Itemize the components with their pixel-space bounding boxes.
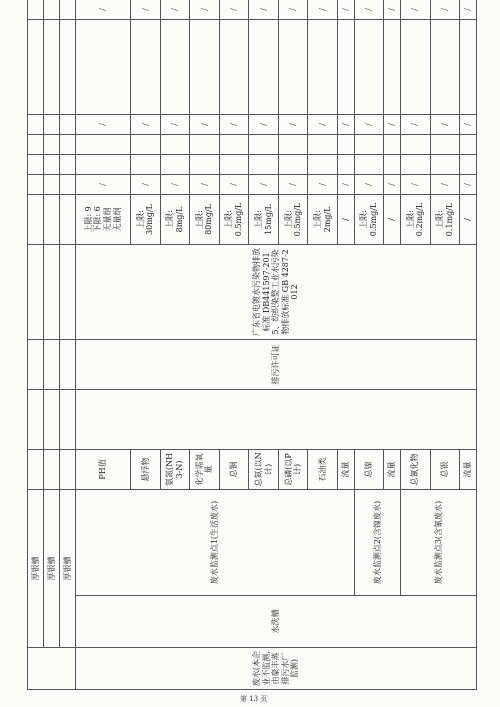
- dash-cell: /: [308, 174, 338, 194]
- dash-cell: /: [401, 0, 431, 19]
- dash-cell: /: [401, 114, 431, 134]
- dash-cell: /: [76, 0, 131, 19]
- dash-cell: /: [337, 114, 354, 134]
- dash-cell: /: [430, 174, 460, 194]
- limit-cell: 上限: 0.2mg/L: [401, 194, 431, 244]
- dash-cell: /: [249, 114, 279, 134]
- table-row: [76, 0, 131, 690]
- pollutant-name: 总铜: [219, 449, 249, 489]
- pollutant-name: 悬浮物: [131, 449, 161, 489]
- dash-cell: /: [278, 0, 308, 19]
- pollutant-name: 流量: [384, 449, 401, 489]
- limit-cell: /: [460, 194, 477, 244]
- monitor-point-cell: 废水监测点2(含镍废水): [354, 489, 400, 595]
- process-cell: 厚银槽: [28, 489, 44, 647]
- dash-cell: /: [460, 0, 477, 19]
- dash-cell: /: [131, 174, 161, 194]
- table-row: [44, 0, 60, 690]
- dash-cell: /: [354, 114, 384, 134]
- table-row: [28, 0, 44, 690]
- dash-cell: /: [354, 174, 384, 194]
- permit-cell: 排污许可证: [76, 339, 477, 389]
- process-cell: 厚银槽: [60, 489, 76, 647]
- dash-cell: /: [430, 114, 460, 134]
- standard-cell: 广东省电镀水污染物排放标准 DB441597-2015、纺织染整工业水污染物排放标准 GB 4287-2012: [76, 244, 477, 339]
- pollutant-name: 氨氮(NH3-N): [160, 449, 190, 489]
- pollutant-name: PH值: [76, 449, 131, 489]
- dash-cell: /: [160, 0, 190, 19]
- pollutant-name: 流量: [337, 449, 354, 489]
- dash-cell: /: [249, 0, 279, 19]
- outfall-cell: 废水(本企业不监测,由豪丰蒸排污水厂监测): [76, 648, 477, 690]
- dash-cell: /: [401, 174, 431, 194]
- table-row: [60, 0, 76, 690]
- limit-cell: 上限: 9 下限: 6 无量纲 无量纲: [76, 194, 131, 244]
- pollutant-name: 石油类: [308, 449, 338, 489]
- limit-cell: 上限: 15mg/L: [249, 194, 279, 244]
- process-cell: 水洗槽: [76, 596, 477, 648]
- pollutant-name: 总磷(以P计): [278, 449, 308, 489]
- dash-cell: /: [131, 0, 161, 19]
- dash-cell: /: [430, 0, 460, 19]
- monitor-point-cell: 废水监测点1(生活废水): [76, 489, 355, 595]
- limit-cell: 上限: 30mg/L: [131, 194, 161, 244]
- dash-cell: /: [460, 114, 477, 134]
- dash-cell: /: [337, 174, 354, 194]
- pollutant-table: [27, 0, 477, 690]
- dash-cell: /: [190, 114, 220, 134]
- dash-cell: /: [384, 114, 401, 134]
- limit-cell: 上限: 0.5mg/L: [219, 194, 249, 244]
- dash-cell: /: [76, 114, 131, 134]
- pollutant-name: 总氮(以N计): [249, 449, 279, 489]
- dash-cell: /: [249, 174, 279, 194]
- dash-cell: /: [131, 114, 161, 134]
- rotated-table-container: [27, 0, 477, 690]
- dash-cell: /: [337, 0, 354, 19]
- page-number: 第 13 页: [240, 695, 268, 703]
- dash-cell: /: [354, 0, 384, 19]
- monitor-point-cell: 废水监测点3(含氰废水): [401, 489, 477, 595]
- pollutant-name: 总银: [430, 449, 460, 489]
- dash-cell: /: [384, 174, 401, 194]
- limit-cell: 上限: 80mg/L: [190, 194, 220, 244]
- dash-cell: /: [308, 0, 338, 19]
- dash-cell: /: [278, 114, 308, 134]
- dash-cell: /: [219, 114, 249, 134]
- limit-cell: 上限: 0.5mg/L: [354, 194, 384, 244]
- dash-cell: /: [219, 174, 249, 194]
- process-cell: 厚银槽: [44, 489, 60, 647]
- dash-cell: /: [190, 0, 220, 19]
- limit-cell: /: [384, 194, 401, 244]
- limit-cell: 上限: 0.5mg/L: [278, 194, 308, 244]
- dash-cell: /: [460, 174, 477, 194]
- dash-cell: /: [190, 174, 220, 194]
- limit-cell: 上限: 0.1mg/L: [430, 194, 460, 244]
- pollutant-name: 化学需氧量: [190, 449, 220, 489]
- dash-cell: /: [160, 174, 190, 194]
- limit-cell: /: [337, 194, 354, 244]
- limit-cell: 上限: 8mg/L: [160, 194, 190, 244]
- pollutant-name: 流量: [460, 449, 477, 489]
- limit-cell: 上限: 2mg/L: [308, 194, 338, 244]
- pollutant-name: 总氰化物: [401, 449, 431, 489]
- dash-cell: /: [308, 114, 338, 134]
- dash-cell: /: [160, 114, 190, 134]
- dash-cell: /: [384, 0, 401, 19]
- pollutant-name: 总镍: [354, 449, 384, 489]
- dash-cell: /: [219, 0, 249, 19]
- dash-cell: /: [278, 174, 308, 194]
- dash-cell: /: [76, 174, 131, 194]
